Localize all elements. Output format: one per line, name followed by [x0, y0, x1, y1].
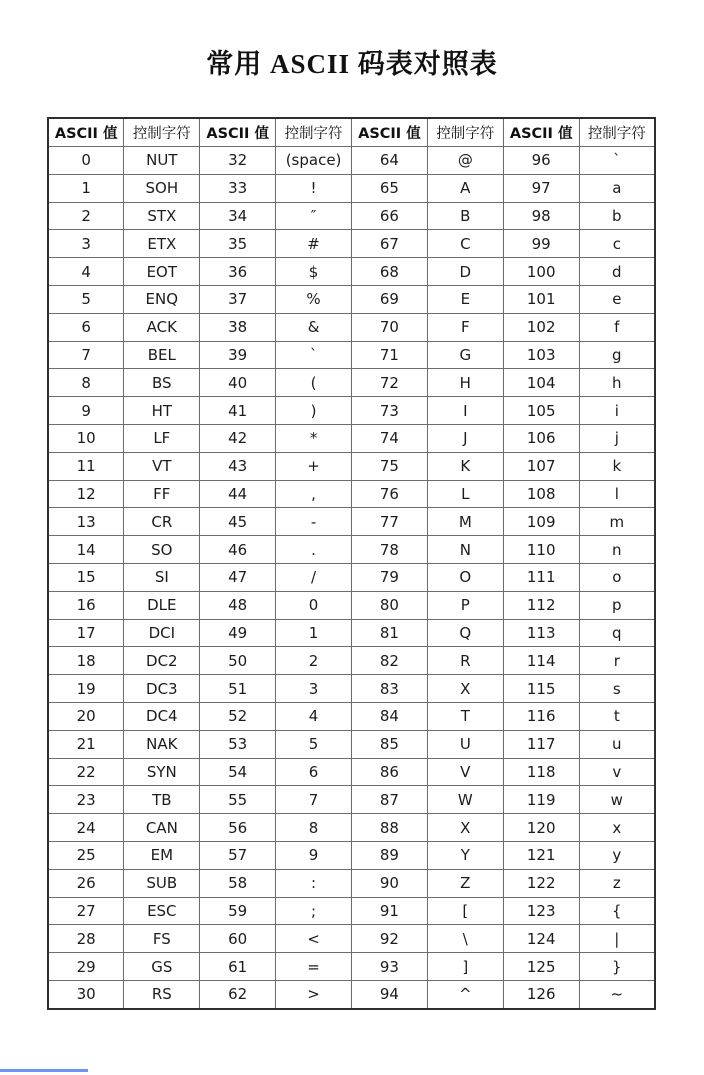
table-row — [48, 174, 655, 202]
control-char-cell: D — [427, 258, 503, 286]
ascii-value-cell: 41 — [200, 397, 276, 425]
ascii-value-cell: 30 — [48, 980, 124, 1008]
control-char-cell: FF — [124, 480, 200, 508]
control-char-cell: z — [579, 869, 655, 897]
ascii-value-cell: 120 — [503, 814, 579, 842]
ascii-value-cell: 124 — [503, 925, 579, 953]
table-row — [48, 202, 655, 230]
control-char-cell: DCI — [124, 619, 200, 647]
control-char-cell: BS — [124, 369, 200, 397]
ascii-table — [47, 117, 656, 1010]
ascii-value-cell: 14 — [48, 536, 124, 564]
control-char-cell: CAN — [124, 814, 200, 842]
ascii-value-cell: 70 — [352, 313, 428, 341]
table-row — [48, 786, 655, 814]
table-row — [48, 424, 655, 452]
ascii-value-cell: 76 — [352, 480, 428, 508]
ascii-value-cell: 98 — [503, 202, 579, 230]
control-char-cell: Q — [427, 619, 503, 647]
table-row — [48, 869, 655, 897]
ascii-value-cell: 21 — [48, 730, 124, 758]
ascii-value-cell: 104 — [503, 369, 579, 397]
control-char-cell: - — [276, 508, 352, 536]
control-char-cell: H — [427, 369, 503, 397]
control-char-cell: P — [427, 591, 503, 619]
table-row — [48, 536, 655, 564]
ascii-value-cell: 73 — [352, 397, 428, 425]
ascii-value-cell: 20 — [48, 702, 124, 730]
control-char-cell: SI — [124, 563, 200, 591]
table-row — [48, 841, 655, 869]
ascii-value-cell: 108 — [503, 480, 579, 508]
control-char-cell: d — [579, 258, 655, 286]
ascii-value-cell: 40 — [200, 369, 276, 397]
ascii-value-cell: 50 — [200, 647, 276, 675]
control-char-cell: p — [579, 591, 655, 619]
control-char-cell: TB — [124, 786, 200, 814]
ascii-value-cell: 52 — [200, 702, 276, 730]
ascii-value-cell: 85 — [352, 730, 428, 758]
ascii-value-cell: 42 — [200, 424, 276, 452]
control-char-cell: RS — [124, 980, 200, 1008]
control-char-cell: L — [427, 480, 503, 508]
control-char-cell: s — [579, 675, 655, 703]
control-char-cell: Y — [427, 841, 503, 869]
ascii-value-cell: 61 — [200, 953, 276, 981]
control-char-cell: i — [579, 397, 655, 425]
ascii-value-cell: 8 — [48, 369, 124, 397]
ascii-value-cell: 74 — [352, 424, 428, 452]
table-row — [48, 230, 655, 258]
control-char-cell: @ — [427, 147, 503, 175]
control-char-cell: X — [427, 675, 503, 703]
ascii-value-cell: 29 — [48, 953, 124, 981]
control-char-cell: , — [276, 480, 352, 508]
header-control-char: 控制字符 — [579, 118, 655, 147]
ascii-value-cell: 114 — [503, 647, 579, 675]
control-char-cell: 3 — [276, 675, 352, 703]
ascii-value-cell: 83 — [352, 675, 428, 703]
control-char-cell: f — [579, 313, 655, 341]
control-char-cell: J — [427, 424, 503, 452]
ascii-value-cell: 86 — [352, 758, 428, 786]
ascii-value-cell: 89 — [352, 841, 428, 869]
ascii-value-cell: 17 — [48, 619, 124, 647]
control-char-cell: DLE — [124, 591, 200, 619]
header-ascii-value: ASCII 值 — [352, 118, 428, 147]
table-row — [48, 147, 655, 175]
ascii-value-cell: 106 — [503, 424, 579, 452]
ascii-value-cell: 6 — [48, 313, 124, 341]
ascii-table-body — [48, 147, 655, 1009]
ascii-value-cell: 87 — [352, 786, 428, 814]
control-char-cell: K — [427, 452, 503, 480]
ascii-value-cell: 77 — [352, 508, 428, 536]
header-row — [48, 118, 655, 147]
ascii-value-cell: 22 — [48, 758, 124, 786]
table-row — [48, 591, 655, 619]
header-control-char: 控制字符 — [427, 118, 503, 147]
ascii-value-cell: 25 — [48, 841, 124, 869]
ascii-value-cell: 82 — [352, 647, 428, 675]
control-char-cell: O — [427, 563, 503, 591]
table-row — [48, 619, 655, 647]
ascii-value-cell: 10 — [48, 424, 124, 452]
ascii-value-cell: 9 — [48, 397, 124, 425]
ascii-value-cell: 99 — [503, 230, 579, 258]
ascii-value-cell: 101 — [503, 285, 579, 313]
control-char-cell: ENQ — [124, 285, 200, 313]
ascii-value-cell: 84 — [352, 702, 428, 730]
control-char-cell: # — [276, 230, 352, 258]
control-char-cell: ˋ — [579, 147, 655, 175]
ascii-value-cell: 5 — [48, 285, 124, 313]
control-char-cell: STX — [124, 202, 200, 230]
control-char-cell: SYN — [124, 758, 200, 786]
ascii-value-cell: 26 — [48, 869, 124, 897]
control-char-cell: SUB — [124, 869, 200, 897]
ascii-value-cell: 103 — [503, 341, 579, 369]
control-char-cell: / — [276, 563, 352, 591]
ascii-value-cell: 36 — [200, 258, 276, 286]
control-char-cell: u — [579, 730, 655, 758]
control-char-cell: k — [579, 452, 655, 480]
ascii-value-cell: 117 — [503, 730, 579, 758]
ascii-value-cell: 96 — [503, 147, 579, 175]
ascii-value-cell: 79 — [352, 563, 428, 591]
ascii-value-cell: 116 — [503, 702, 579, 730]
control-char-cell: M — [427, 508, 503, 536]
control-char-cell: 9 — [276, 841, 352, 869]
ascii-value-cell: 122 — [503, 869, 579, 897]
control-char-cell: $ — [276, 258, 352, 286]
header-ascii-value: ASCII 值 — [48, 118, 124, 147]
control-char-cell: 0 — [276, 591, 352, 619]
ascii-value-cell: 119 — [503, 786, 579, 814]
control-char-cell: VT — [124, 452, 200, 480]
control-char-cell: . — [276, 536, 352, 564]
control-char-cell: F — [427, 313, 503, 341]
control-char-cell: x — [579, 814, 655, 842]
control-char-cell: & — [276, 313, 352, 341]
ascii-value-cell: 4 — [48, 258, 124, 286]
table-row — [48, 730, 655, 758]
table-row — [48, 397, 655, 425]
control-char-cell: h — [579, 369, 655, 397]
control-char-cell: ACK — [124, 313, 200, 341]
table-row — [48, 980, 655, 1008]
ascii-value-cell: 125 — [503, 953, 579, 981]
ascii-value-cell: 121 — [503, 841, 579, 869]
table-row — [48, 814, 655, 842]
control-char-cell: [ — [427, 897, 503, 925]
control-char-cell: l — [579, 480, 655, 508]
table-row — [48, 758, 655, 786]
ascii-value-cell: 15 — [48, 563, 124, 591]
control-char-cell: ` — [276, 341, 352, 369]
control-char-cell: 1 — [276, 619, 352, 647]
control-char-cell: a — [579, 174, 655, 202]
control-char-cell: e — [579, 285, 655, 313]
control-char-cell: NUT — [124, 147, 200, 175]
control-char-cell: b — [579, 202, 655, 230]
control-char-cell: ESC — [124, 897, 200, 925]
control-char-cell: { — [579, 897, 655, 925]
control-char-cell: W — [427, 786, 503, 814]
ascii-value-cell: 39 — [200, 341, 276, 369]
control-char-cell: t — [579, 702, 655, 730]
control-char-cell: < — [276, 925, 352, 953]
ascii-value-cell: 65 — [352, 174, 428, 202]
ascii-value-cell: 32 — [200, 147, 276, 175]
control-char-cell: r — [579, 647, 655, 675]
control-char-cell: ; — [276, 897, 352, 925]
control-char-cell: C — [427, 230, 503, 258]
ascii-value-cell: 102 — [503, 313, 579, 341]
control-char-cell: q — [579, 619, 655, 647]
control-char-cell: = — [276, 953, 352, 981]
ascii-value-cell: 123 — [503, 897, 579, 925]
ascii-value-cell: 28 — [48, 925, 124, 953]
control-char-cell: > — [276, 980, 352, 1008]
ascii-value-cell: 62 — [200, 980, 276, 1008]
control-char-cell: w — [579, 786, 655, 814]
bottom-blue-line — [0, 1069, 88, 1072]
control-char-cell: ( — [276, 369, 352, 397]
ascii-value-cell: 91 — [352, 897, 428, 925]
control-char-cell: 4 — [276, 702, 352, 730]
control-char-cell: ~ — [579, 980, 655, 1008]
ascii-value-cell: 72 — [352, 369, 428, 397]
ascii-value-cell: 44 — [200, 480, 276, 508]
control-char-cell: j — [579, 424, 655, 452]
table-row — [48, 563, 655, 591]
ascii-value-cell: 3 — [48, 230, 124, 258]
control-char-cell: E — [427, 285, 503, 313]
control-char-cell: 2 — [276, 647, 352, 675]
ascii-value-cell: 94 — [352, 980, 428, 1008]
ascii-value-cell: 56 — [200, 814, 276, 842]
ascii-value-cell: 109 — [503, 508, 579, 536]
control-char-cell: c — [579, 230, 655, 258]
ascii-value-cell: 92 — [352, 925, 428, 953]
control-char-cell: DC2 — [124, 647, 200, 675]
table-row — [48, 702, 655, 730]
ascii-value-cell: 67 — [352, 230, 428, 258]
control-char-cell: FS — [124, 925, 200, 953]
ascii-value-cell: 71 — [352, 341, 428, 369]
table-row — [48, 341, 655, 369]
control-char-cell: A — [427, 174, 503, 202]
ascii-value-cell: 100 — [503, 258, 579, 286]
table-row — [48, 508, 655, 536]
ascii-value-cell: 105 — [503, 397, 579, 425]
control-char-cell: + — [276, 452, 352, 480]
ascii-value-cell: 12 — [48, 480, 124, 508]
control-char-cell: LF — [124, 424, 200, 452]
ascii-value-cell: 53 — [200, 730, 276, 758]
header-ascii-value: ASCII 值 — [503, 118, 579, 147]
control-char-cell: NAK — [124, 730, 200, 758]
ascii-value-cell: 0 — [48, 147, 124, 175]
control-char-cell: DC4 — [124, 702, 200, 730]
control-char-cell: v — [579, 758, 655, 786]
table-row — [48, 953, 655, 981]
ascii-value-cell: 115 — [503, 675, 579, 703]
control-char-cell: HT — [124, 397, 200, 425]
control-char-cell: GS — [124, 953, 200, 981]
control-char-cell: n — [579, 536, 655, 564]
control-char-cell: G — [427, 341, 503, 369]
control-char-cell: y — [579, 841, 655, 869]
table-row — [48, 897, 655, 925]
control-char-cell: * — [276, 424, 352, 452]
control-char-cell: EOT — [124, 258, 200, 286]
ascii-value-cell: 55 — [200, 786, 276, 814]
ascii-value-cell: 49 — [200, 619, 276, 647]
ascii-value-cell: 64 — [352, 147, 428, 175]
ascii-value-cell: 47 — [200, 563, 276, 591]
control-char-cell: 7 — [276, 786, 352, 814]
ascii-value-cell: 57 — [200, 841, 276, 869]
control-char-cell: 6 — [276, 758, 352, 786]
control-char-cell: ETX — [124, 230, 200, 258]
control-char-cell: I — [427, 397, 503, 425]
ascii-value-cell: 112 — [503, 591, 579, 619]
ascii-value-cell: 38 — [200, 313, 276, 341]
control-char-cell: U — [427, 730, 503, 758]
control-char-cell: 8 — [276, 814, 352, 842]
control-char-cell: R — [427, 647, 503, 675]
ascii-value-cell: 107 — [503, 452, 579, 480]
control-char-cell: 5 — [276, 730, 352, 758]
ascii-value-cell: 23 — [48, 786, 124, 814]
ascii-value-cell: 97 — [503, 174, 579, 202]
control-char-cell: T — [427, 702, 503, 730]
ascii-value-cell: 110 — [503, 536, 579, 564]
table-row — [48, 258, 655, 286]
table-row — [48, 369, 655, 397]
ascii-value-cell: 90 — [352, 869, 428, 897]
control-char-cell: N — [427, 536, 503, 564]
table-row — [48, 925, 655, 953]
header-ascii-value: ASCII 值 — [200, 118, 276, 147]
control-char-cell: B — [427, 202, 503, 230]
control-char-cell: CR — [124, 508, 200, 536]
control-char-cell: ) — [276, 397, 352, 425]
ascii-value-cell: 37 — [200, 285, 276, 313]
ascii-value-cell: 48 — [200, 591, 276, 619]
ascii-value-cell: 75 — [352, 452, 428, 480]
ascii-value-cell: 35 — [200, 230, 276, 258]
table-row — [48, 285, 655, 313]
ascii-value-cell: 126 — [503, 980, 579, 1008]
ascii-value-cell: 43 — [200, 452, 276, 480]
control-char-cell: SO — [124, 536, 200, 564]
control-char-cell: SOH — [124, 174, 200, 202]
control-char-cell: } — [579, 953, 655, 981]
ascii-value-cell: 27 — [48, 897, 124, 925]
control-char-cell: % — [276, 285, 352, 313]
ascii-value-cell: 66 — [352, 202, 428, 230]
control-char-cell: \ — [427, 925, 503, 953]
ascii-value-cell: 18 — [48, 647, 124, 675]
control-char-cell: o — [579, 563, 655, 591]
ascii-value-cell: 58 — [200, 869, 276, 897]
table-row — [48, 452, 655, 480]
ascii-value-cell: 34 — [200, 202, 276, 230]
control-char-cell: (space) — [276, 147, 352, 175]
ascii-value-cell: 33 — [200, 174, 276, 202]
ascii-value-cell: 13 — [48, 508, 124, 536]
ascii-value-cell: 45 — [200, 508, 276, 536]
control-char-cell: m — [579, 508, 655, 536]
page-title: 常用 ASCII 码表对照表 — [206, 49, 498, 79]
control-char-cell: BEL — [124, 341, 200, 369]
header-control-char: 控制字符 — [124, 118, 200, 147]
ascii-value-cell: 69 — [352, 285, 428, 313]
ascii-value-cell: 118 — [503, 758, 579, 786]
control-char-cell: : — [276, 869, 352, 897]
control-char-cell: EM — [124, 841, 200, 869]
ascii-value-cell: 59 — [200, 897, 276, 925]
ascii-value-cell: 24 — [48, 814, 124, 842]
header-control-char: 控制字符 — [276, 118, 352, 147]
ascii-value-cell: 93 — [352, 953, 428, 981]
control-char-cell: ] — [427, 953, 503, 981]
control-char-cell: DC3 — [124, 675, 200, 703]
ascii-value-cell: 51 — [200, 675, 276, 703]
ascii-value-cell: 46 — [200, 536, 276, 564]
control-char-cell: X — [427, 814, 503, 842]
ascii-value-cell: 111 — [503, 563, 579, 591]
ascii-value-cell: 2 — [48, 202, 124, 230]
ascii-value-cell: 113 — [503, 619, 579, 647]
control-char-cell: V — [427, 758, 503, 786]
ascii-value-cell: 54 — [200, 758, 276, 786]
ascii-value-cell: 60 — [200, 925, 276, 953]
control-char-cell: ″ — [276, 202, 352, 230]
ascii-value-cell: 88 — [352, 814, 428, 842]
ascii-value-cell: 1 — [48, 174, 124, 202]
ascii-value-cell: 68 — [352, 258, 428, 286]
control-char-cell: Z — [427, 869, 503, 897]
ascii-value-cell: 78 — [352, 536, 428, 564]
control-char-cell: ^ — [427, 980, 503, 1008]
ascii-value-cell: 16 — [48, 591, 124, 619]
table-row — [48, 647, 655, 675]
control-char-cell: g — [579, 341, 655, 369]
table-row — [48, 480, 655, 508]
table-row — [48, 675, 655, 703]
control-char-cell: ! — [276, 174, 352, 202]
ascii-value-cell: 19 — [48, 675, 124, 703]
ascii-value-cell: 81 — [352, 619, 428, 647]
ascii-value-cell: 7 — [48, 341, 124, 369]
table-row — [48, 313, 655, 341]
ascii-value-cell: 80 — [352, 591, 428, 619]
control-char-cell: | — [579, 925, 655, 953]
ascii-value-cell: 11 — [48, 452, 124, 480]
